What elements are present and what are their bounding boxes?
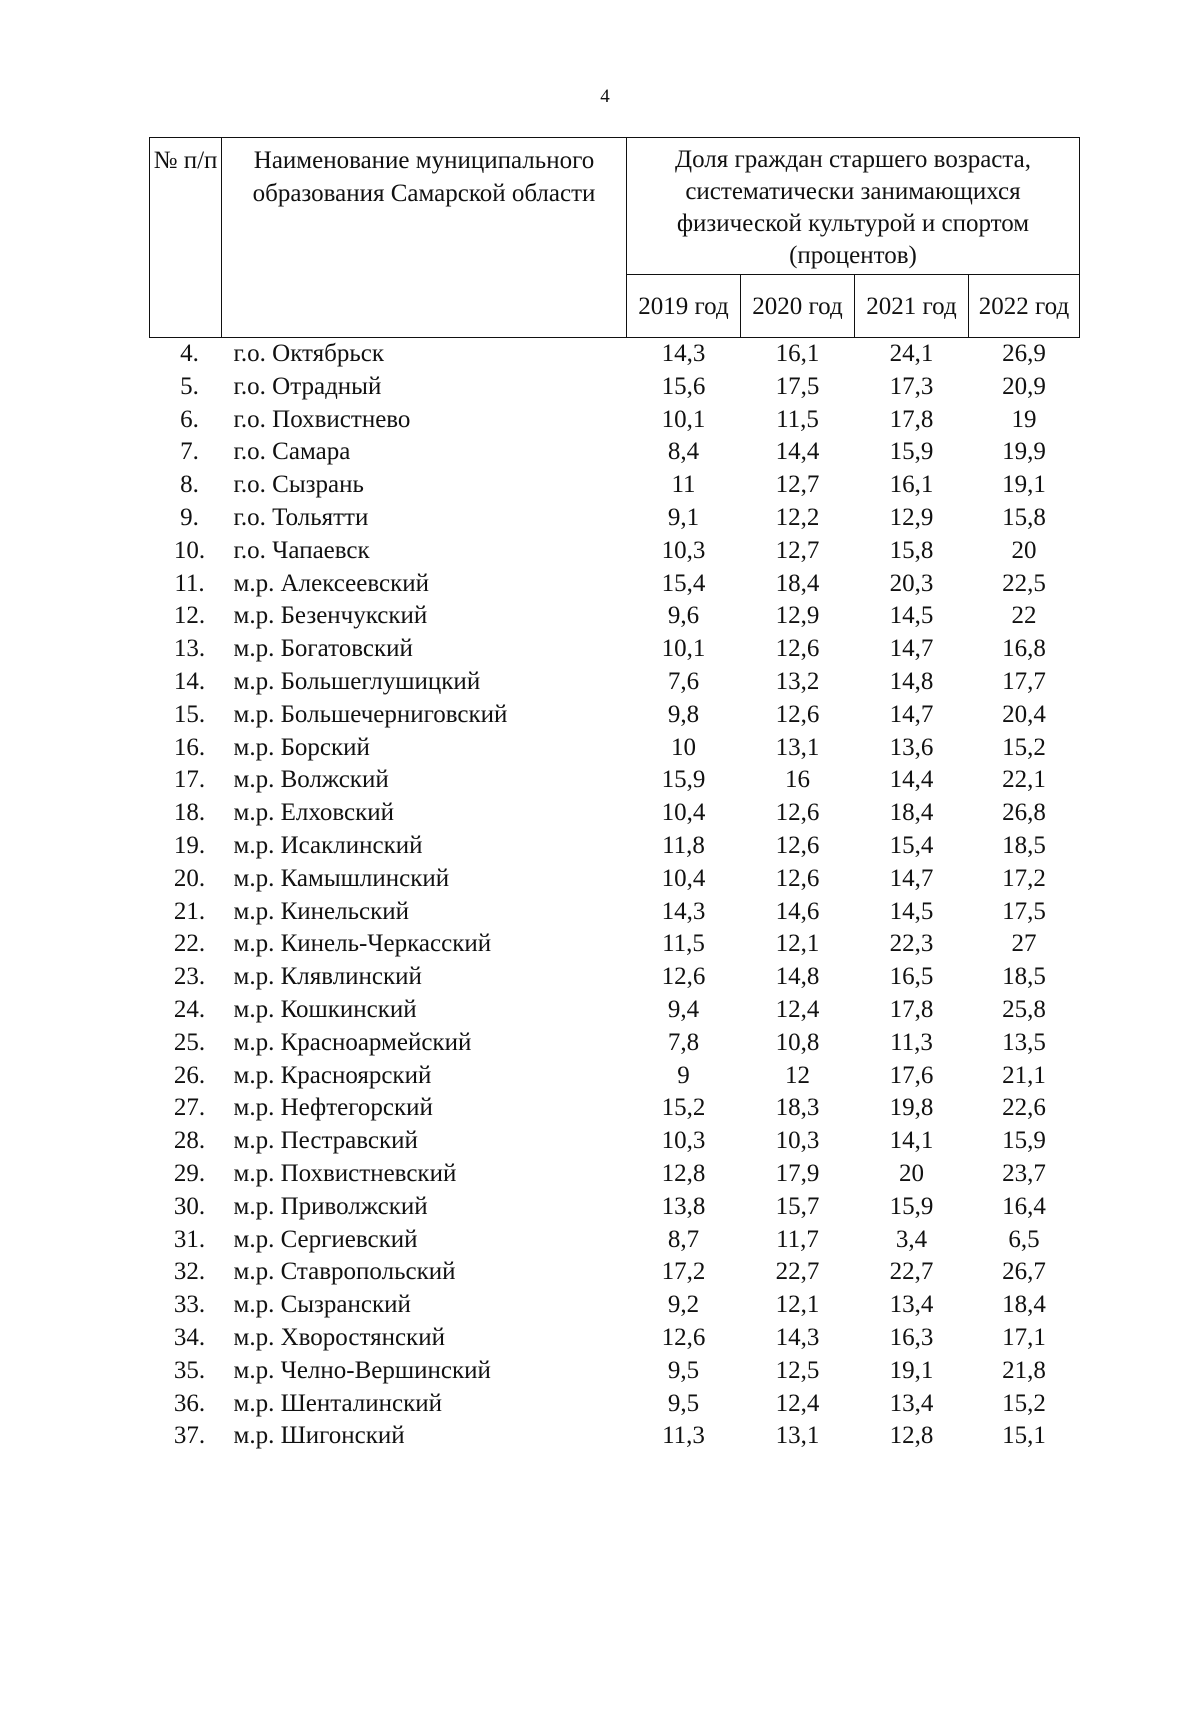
value-2022: 20,4	[1002, 700, 1046, 728]
value-2021: 14,5	[889, 897, 934, 925]
table-row	[150, 535, 1080, 568]
value-2022: 17,1	[1002, 1323, 1046, 1351]
municipality-name: м.р. Кошкинский	[233, 995, 417, 1023]
value-2019: 13,8	[661, 1192, 706, 1220]
row-number: 25.	[173, 1028, 206, 1056]
value-2020: 12,6	[775, 799, 820, 827]
municipality-name: м.р. Сызранский	[233, 1291, 411, 1319]
row-number: 36.	[173, 1389, 206, 1417]
table-row	[150, 1388, 1080, 1421]
value-2019: 9,2	[667, 1291, 700, 1319]
value-2019: 11,3	[662, 1422, 705, 1450]
value-2021: 13,6	[889, 733, 934, 761]
header-year-2019: 2019 год	[627, 275, 741, 338]
row-number: 32.	[173, 1258, 206, 1286]
municipality-name: м.р. Нефтегорский	[233, 1094, 433, 1122]
value-2019: 10,3	[661, 536, 706, 564]
municipality-name: м.р. Борский	[233, 733, 370, 761]
value-2020: 14,4	[775, 438, 820, 466]
row-number: 26.	[173, 1061, 206, 1089]
municipality-name: м.р. Кинельский	[233, 897, 409, 925]
value-2021: 13,4	[889, 1291, 934, 1319]
table-row	[150, 797, 1080, 830]
row-number: 21.	[173, 897, 206, 925]
value-2021: 3,4	[895, 1225, 928, 1253]
value-2021: 15,8	[889, 536, 934, 564]
value-2019: 11	[671, 471, 696, 499]
value-2019: 14,3	[661, 897, 706, 925]
table-row	[150, 633, 1080, 666]
table-row	[150, 666, 1080, 699]
value-2022: 15,2	[1002, 733, 1046, 761]
table-row	[150, 732, 1080, 765]
value-2020: 18,4	[775, 569, 820, 597]
value-2022: 25,8	[1002, 995, 1046, 1023]
value-2020: 12,1	[775, 1291, 820, 1319]
municipality-name: м.р. Клявлинский	[233, 963, 422, 991]
value-2021: 14,7	[889, 864, 934, 892]
municipality-name: м.р. Волжский	[233, 766, 389, 794]
value-2020: 15,7	[775, 1192, 820, 1220]
row-number: 11.	[174, 569, 205, 597]
row-number: 37.	[173, 1422, 206, 1450]
value-2020: 22,7	[775, 1258, 820, 1286]
row-number: 22.	[173, 930, 206, 958]
municipality-name: м.р. Хворостянский	[233, 1323, 445, 1351]
table-row	[150, 1125, 1080, 1158]
value-2021: 20	[899, 1159, 924, 1187]
table-header	[150, 138, 1080, 338]
value-2022: 16,8	[1002, 635, 1046, 663]
row-number: 23.	[173, 963, 206, 991]
row-number: 19.	[173, 831, 206, 859]
table-row	[150, 1191, 1080, 1224]
value-2022: 17,2	[1002, 864, 1046, 892]
value-2019: 14,3	[661, 340, 706, 367]
value-2020: 12,4	[775, 1389, 820, 1417]
value-2020: 12,6	[775, 864, 820, 892]
value-2020: 12,9	[775, 602, 820, 630]
header-year-2022: 2022 год	[969, 275, 1080, 338]
value-2021: 17,8	[889, 405, 934, 433]
row-number: 15.	[173, 700, 206, 728]
value-2022: 21,8	[1002, 1356, 1046, 1384]
page-number: 4	[600, 86, 610, 107]
value-2022: 26,8	[1002, 799, 1046, 827]
value-2020: 12,5	[775, 1356, 820, 1384]
value-2021: 15,4	[889, 831, 934, 859]
value-2020: 13,2	[775, 667, 820, 695]
value-2021: 19,8	[889, 1094, 934, 1122]
value-2021: 11,3	[890, 1028, 933, 1056]
table-row	[150, 436, 1080, 469]
value-2020: 12,6	[775, 635, 820, 663]
value-2021: 14,1	[889, 1127, 934, 1155]
municipality-name: м.р. Сергиевский	[233, 1225, 418, 1253]
municipality-name: м.р. Большечерниговский	[233, 700, 508, 728]
value-2020: 13,1	[775, 733, 820, 761]
table-row	[150, 371, 1080, 404]
value-2021: 14,8	[889, 667, 934, 695]
value-2021: 22,7	[889, 1258, 934, 1286]
row-number: 33.	[173, 1291, 206, 1319]
value-2022: 22	[1011, 602, 1037, 630]
value-2021: 12,8	[889, 1422, 934, 1450]
value-2022: 15,2	[1002, 1389, 1046, 1417]
municipality-name: м.р. Приволжский	[233, 1192, 428, 1220]
value-2019: 9,4	[667, 995, 700, 1023]
value-2020: 14,3	[775, 1323, 820, 1351]
value-2019: 11,8	[662, 831, 705, 859]
municipality-name: м.р. Елховский	[233, 799, 395, 827]
table-row	[150, 404, 1080, 437]
municipality-name: г.о. Тольятти	[233, 503, 369, 531]
value-2020: 13,1	[775, 1422, 820, 1450]
row-number: 8.	[180, 471, 199, 499]
table-row	[150, 1322, 1080, 1355]
header-year-2020: 2020 год	[741, 275, 855, 338]
value-2020: 12,7	[775, 536, 820, 564]
municipality-name: м.р. Челно-Вершинский	[233, 1356, 491, 1384]
value-2021: 17,6	[889, 1061, 934, 1089]
municipality-name: м.р. Похвистневский	[233, 1159, 457, 1187]
table-row	[150, 1224, 1080, 1257]
row-number: 7.	[180, 438, 199, 466]
value-2021: 14,5	[889, 602, 934, 630]
table-row	[150, 863, 1080, 896]
table-row	[150, 1027, 1080, 1060]
value-2020: 12,1	[775, 930, 820, 958]
value-2019: 12,8	[661, 1159, 706, 1187]
value-2019: 15,9	[661, 766, 706, 794]
table-row	[150, 896, 1080, 929]
row-number: 29.	[173, 1159, 206, 1187]
municipality-name: м.р. Алексеевский	[233, 569, 429, 597]
row-number: 31.	[173, 1225, 206, 1253]
value-2021: 20,3	[889, 569, 934, 597]
value-2022: 18,5	[1002, 831, 1046, 859]
value-2022: 19,1	[1002, 471, 1046, 499]
table-row	[150, 764, 1080, 797]
value-2019: 9	[677, 1061, 690, 1089]
value-2019: 10,3	[661, 1127, 706, 1155]
value-2021: 14,7	[889, 635, 934, 663]
value-2021: 15,9	[889, 1192, 934, 1220]
value-2019: 12,6	[661, 963, 706, 991]
value-2020: 14,6	[775, 897, 820, 925]
row-number: 13.	[173, 635, 206, 663]
data-table	[149, 137, 1080, 1453]
municipality-name: м.р. Ставропольский	[233, 1258, 456, 1286]
value-2022: 13,5	[1002, 1028, 1046, 1056]
municipality-name: м.р. Исаклинский	[233, 831, 423, 859]
value-2020: 12	[785, 1061, 810, 1089]
municipality-name: г.о. Сызрань	[233, 471, 364, 499]
value-2022: 22,5	[1002, 569, 1046, 597]
value-2022: 6,5	[1008, 1225, 1040, 1253]
value-2022: 17,5	[1002, 897, 1046, 925]
municipality-name: м.р. Шигонский	[233, 1422, 405, 1450]
value-2022: 26,9	[1002, 340, 1046, 367]
municipality-name: м.р. Красноармейский	[233, 1028, 472, 1056]
value-2019: 9,5	[667, 1389, 700, 1417]
row-number: 12.	[173, 602, 206, 630]
municipality-name: м.р. Шенталинский	[233, 1389, 443, 1417]
value-2019: 9,6	[667, 602, 700, 630]
value-2022: 18,5	[1002, 963, 1046, 991]
row-number: 17.	[173, 766, 206, 794]
table-row	[150, 1289, 1080, 1322]
value-2020: 16,1	[775, 340, 820, 367]
municipality-name: м.р. Безенчукский	[233, 602, 428, 630]
table-row	[150, 1060, 1080, 1093]
value-2022: 16,4	[1002, 1192, 1046, 1220]
value-2019: 15,6	[661, 372, 706, 400]
value-2022: 26,7	[1002, 1258, 1046, 1286]
municipality-name: г.о. Отрадный	[233, 372, 382, 400]
row-number: 5.	[180, 372, 199, 400]
row-number: 34.	[173, 1323, 206, 1351]
value-2021: 14,7	[889, 700, 934, 728]
table-row	[150, 600, 1080, 633]
value-2020: 10,8	[775, 1028, 820, 1056]
table-row	[150, 1420, 1080, 1453]
table-row	[150, 699, 1080, 732]
header-indicator: Доля граждан старшего возраста, систематически занимающихся физической культурой и спортом (процентов)	[627, 138, 1080, 275]
municipality-name: г.о. Самара	[233, 438, 351, 466]
value-2019: 9,1	[667, 503, 700, 531]
value-2019: 10,1	[661, 635, 706, 663]
table-row	[150, 830, 1080, 863]
table-body	[150, 338, 1080, 1454]
value-2020: 14,8	[775, 963, 820, 991]
value-2019: 10,1	[661, 405, 706, 433]
value-2021: 15,9	[889, 438, 934, 466]
row-number: 28.	[173, 1127, 206, 1155]
value-2019: 17,2	[661, 1258, 706, 1286]
value-2020: 10,3	[775, 1127, 820, 1155]
value-2022: 19,9	[1002, 438, 1046, 466]
value-2020: 16	[785, 766, 810, 794]
value-2020: 18,3	[775, 1094, 820, 1122]
row-number: 14.	[173, 667, 206, 695]
table-row	[150, 502, 1080, 535]
municipality-name: м.р. Богатовский	[233, 635, 413, 663]
value-2022: 19	[1011, 405, 1037, 433]
municipality-name: г.о. Похвистнево	[233, 405, 411, 433]
value-2019: 15,2	[661, 1094, 706, 1122]
value-2022: 18,4	[1002, 1291, 1046, 1319]
value-2021: 24,1	[889, 340, 934, 367]
value-2022: 20	[1011, 536, 1037, 564]
value-2020: 17,9	[775, 1159, 820, 1187]
value-2020: 17,5	[775, 372, 820, 400]
municipality-name: м.р. Пестравский	[233, 1127, 418, 1155]
value-2019: 10,4	[661, 799, 706, 827]
value-2019: 15,4	[661, 569, 706, 597]
value-2022: 15,8	[1002, 503, 1046, 531]
table-row	[150, 469, 1080, 502]
header-year-2021: 2021 год	[855, 275, 969, 338]
value-2020: 11,5	[776, 405, 819, 433]
table-row	[150, 994, 1080, 1027]
value-2019: 7,8	[667, 1028, 700, 1056]
value-2019: 9,8	[667, 700, 700, 728]
value-2022: 22,6	[1002, 1094, 1046, 1122]
value-2021: 14,4	[889, 766, 934, 794]
value-2019: 12,6	[661, 1323, 706, 1351]
municipality-name: г.о. Октябрьск	[233, 340, 385, 367]
value-2019: 10	[671, 733, 696, 761]
value-2019: 9,5	[667, 1356, 700, 1384]
table-row	[150, 1355, 1080, 1388]
table-row	[150, 1256, 1080, 1289]
row-number: 16.	[173, 733, 206, 761]
value-2021: 16,5	[889, 963, 934, 991]
table-row	[150, 928, 1080, 961]
value-2022: 15,9	[1002, 1127, 1046, 1155]
value-2020: 12,6	[775, 700, 820, 728]
value-2022: 21,1	[1002, 1061, 1046, 1089]
value-2021: 22,3	[889, 930, 934, 958]
table-row	[150, 961, 1080, 994]
row-number: 9.	[180, 503, 199, 531]
value-2020: 12,7	[775, 471, 820, 499]
header-municipality-name: Наименование муниципального образования Самарской области	[222, 138, 627, 338]
municipality-name: г.о. Чапаевск	[233, 536, 370, 564]
value-2020: 11,7	[776, 1225, 819, 1253]
value-2019: 10,4	[661, 864, 706, 892]
value-2020: 12,2	[775, 503, 820, 531]
row-number: 10.	[173, 536, 206, 564]
value-2022: 27	[1011, 930, 1037, 958]
value-2021: 16,1	[889, 471, 934, 499]
row-number: 18.	[173, 799, 206, 827]
value-2019: 7,6	[667, 667, 700, 695]
row-number: 35.	[173, 1356, 206, 1384]
value-2022: 22,1	[1002, 766, 1046, 794]
table-row	[150, 338, 1080, 371]
row-number: 4.	[180, 340, 199, 367]
value-2021: 19,1	[889, 1356, 934, 1384]
value-2022: 23,7	[1002, 1159, 1046, 1187]
value-2021: 17,8	[889, 995, 934, 1023]
table-row	[150, 1092, 1080, 1125]
row-number: 30.	[173, 1192, 206, 1220]
row-number: 20.	[173, 864, 206, 892]
value-2019: 8,7	[667, 1225, 700, 1253]
row-number: 27.	[173, 1094, 206, 1122]
municipality-name: м.р. Большеглушицкий	[233, 667, 481, 695]
value-2022: 17,7	[1002, 667, 1046, 695]
value-2021: 17,3	[889, 372, 934, 400]
value-2022: 20,9	[1002, 372, 1046, 400]
value-2021: 13,4	[889, 1389, 934, 1417]
municipality-name: м.р. Кинель-Черкасский	[233, 930, 492, 958]
value-2020: 12,4	[775, 995, 820, 1023]
value-2021: 16,3	[889, 1323, 934, 1351]
value-2019: 11,5	[662, 930, 705, 958]
municipality-name: м.р. Камышлинский	[233, 864, 450, 892]
header-number: № п/п	[150, 138, 222, 338]
table-row	[150, 1158, 1080, 1191]
row-number: 24.	[173, 995, 206, 1023]
municipality-name: м.р. Красноярский	[233, 1061, 432, 1089]
value-2021: 18,4	[889, 799, 934, 827]
value-2020: 12,6	[775, 831, 820, 859]
value-2019: 8,4	[667, 438, 700, 466]
row-number: 6.	[180, 405, 199, 433]
table-row	[150, 568, 1080, 601]
data-table-container	[149, 137, 1080, 1453]
value-2022: 15,1	[1002, 1422, 1046, 1450]
value-2021: 12,9	[889, 503, 934, 531]
